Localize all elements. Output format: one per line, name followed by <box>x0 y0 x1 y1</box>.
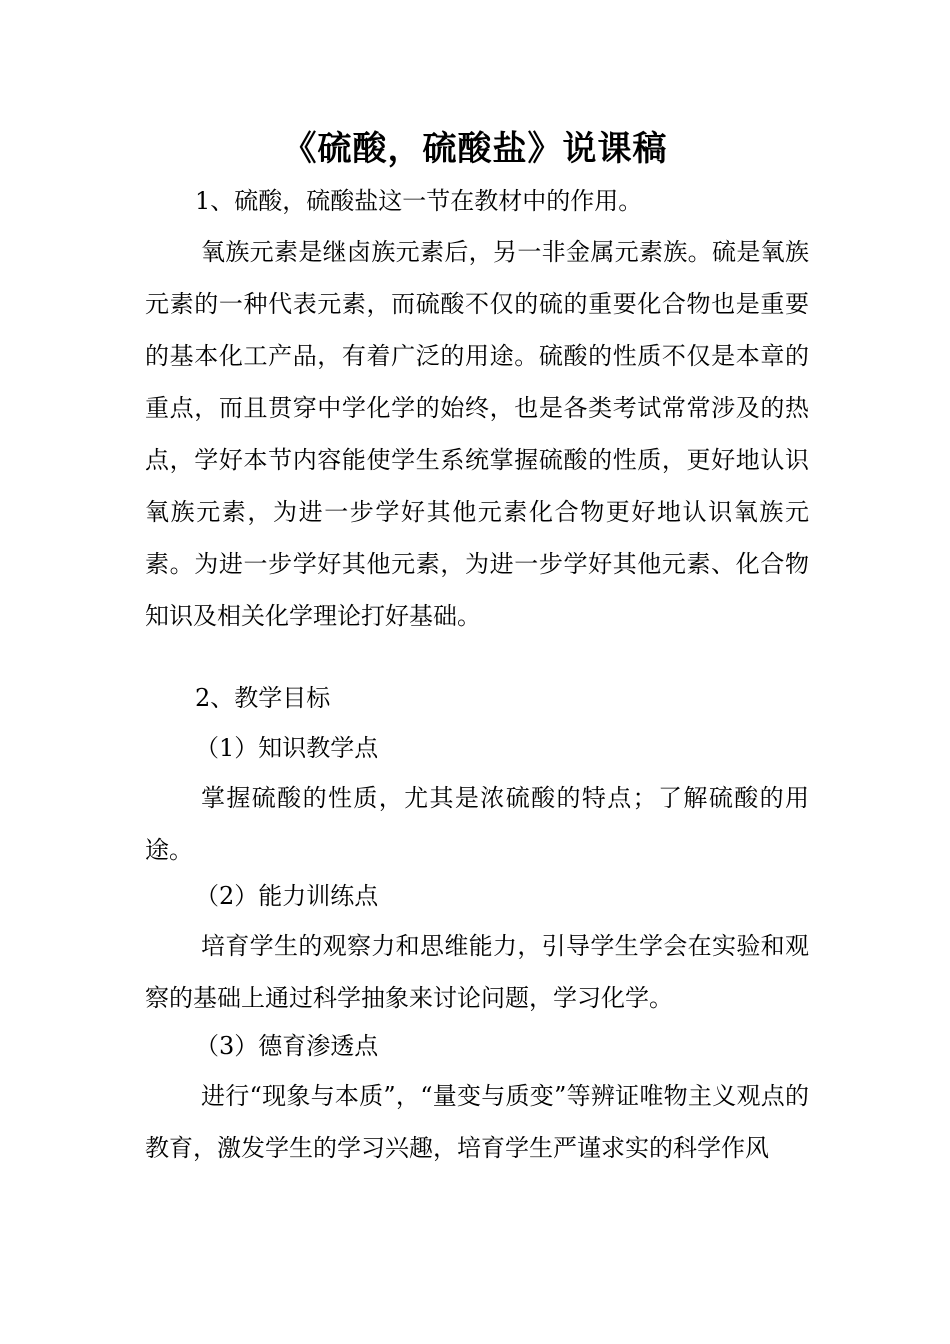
ability-points-heading: （2）能力训练点 <box>195 882 379 910</box>
section-2-heading: 2、教学目标 <box>195 684 331 712</box>
knowledge-points-paragraph: 掌握硫酸的性质，尤其是浓硫酸的特点；了解硫酸的用途。 <box>145 784 809 864</box>
ability-points-paragraph: 培育学生的观察力和思维能力，引导学生学会在实验和观察的基础上通过科学抽象来讨论问题，学习化学。 <box>145 932 809 1012</box>
moral-points-paragraph: 进行“现象与本质”，“量变与质变”等辨证唯物主义观点的教育，激发学生的学习兴趣，培育学生严谨求实的科学作风 <box>145 1082 809 1162</box>
knowledge-points-heading: （1）知识教学点 <box>195 734 379 762</box>
moral-points-heading: （3）德育渗透点 <box>195 1032 379 1060</box>
section-1-heading: 1、硫酸，硫酸盐这一节在教材中的作用。 <box>195 187 643 215</box>
section-1-paragraph: 氧族元素是继卤族元素后，另一非金属元素族。硫是氧族元素的一种代表元素，而硫酸不仅的硫的重要化合物也是重要的基本化工产品，有着广泛的用途。硫酸的性质不仅是本章的重点，而且贯穿中学化学的始终，也是各类考试常常涉及的热点，学好本节内容能使学生系统掌握硫酸的性质，更好地认识氧族元素，为进一步学好其他元素化合物更好地认识氧族元素。为进一步学好其他元素，为进一步学好其他元素、化合物知识及相关化学理论打好基础。 <box>145 238 809 630</box>
document-title: 《硫酸，硫酸盐》说课稿 <box>282 129 668 169</box>
